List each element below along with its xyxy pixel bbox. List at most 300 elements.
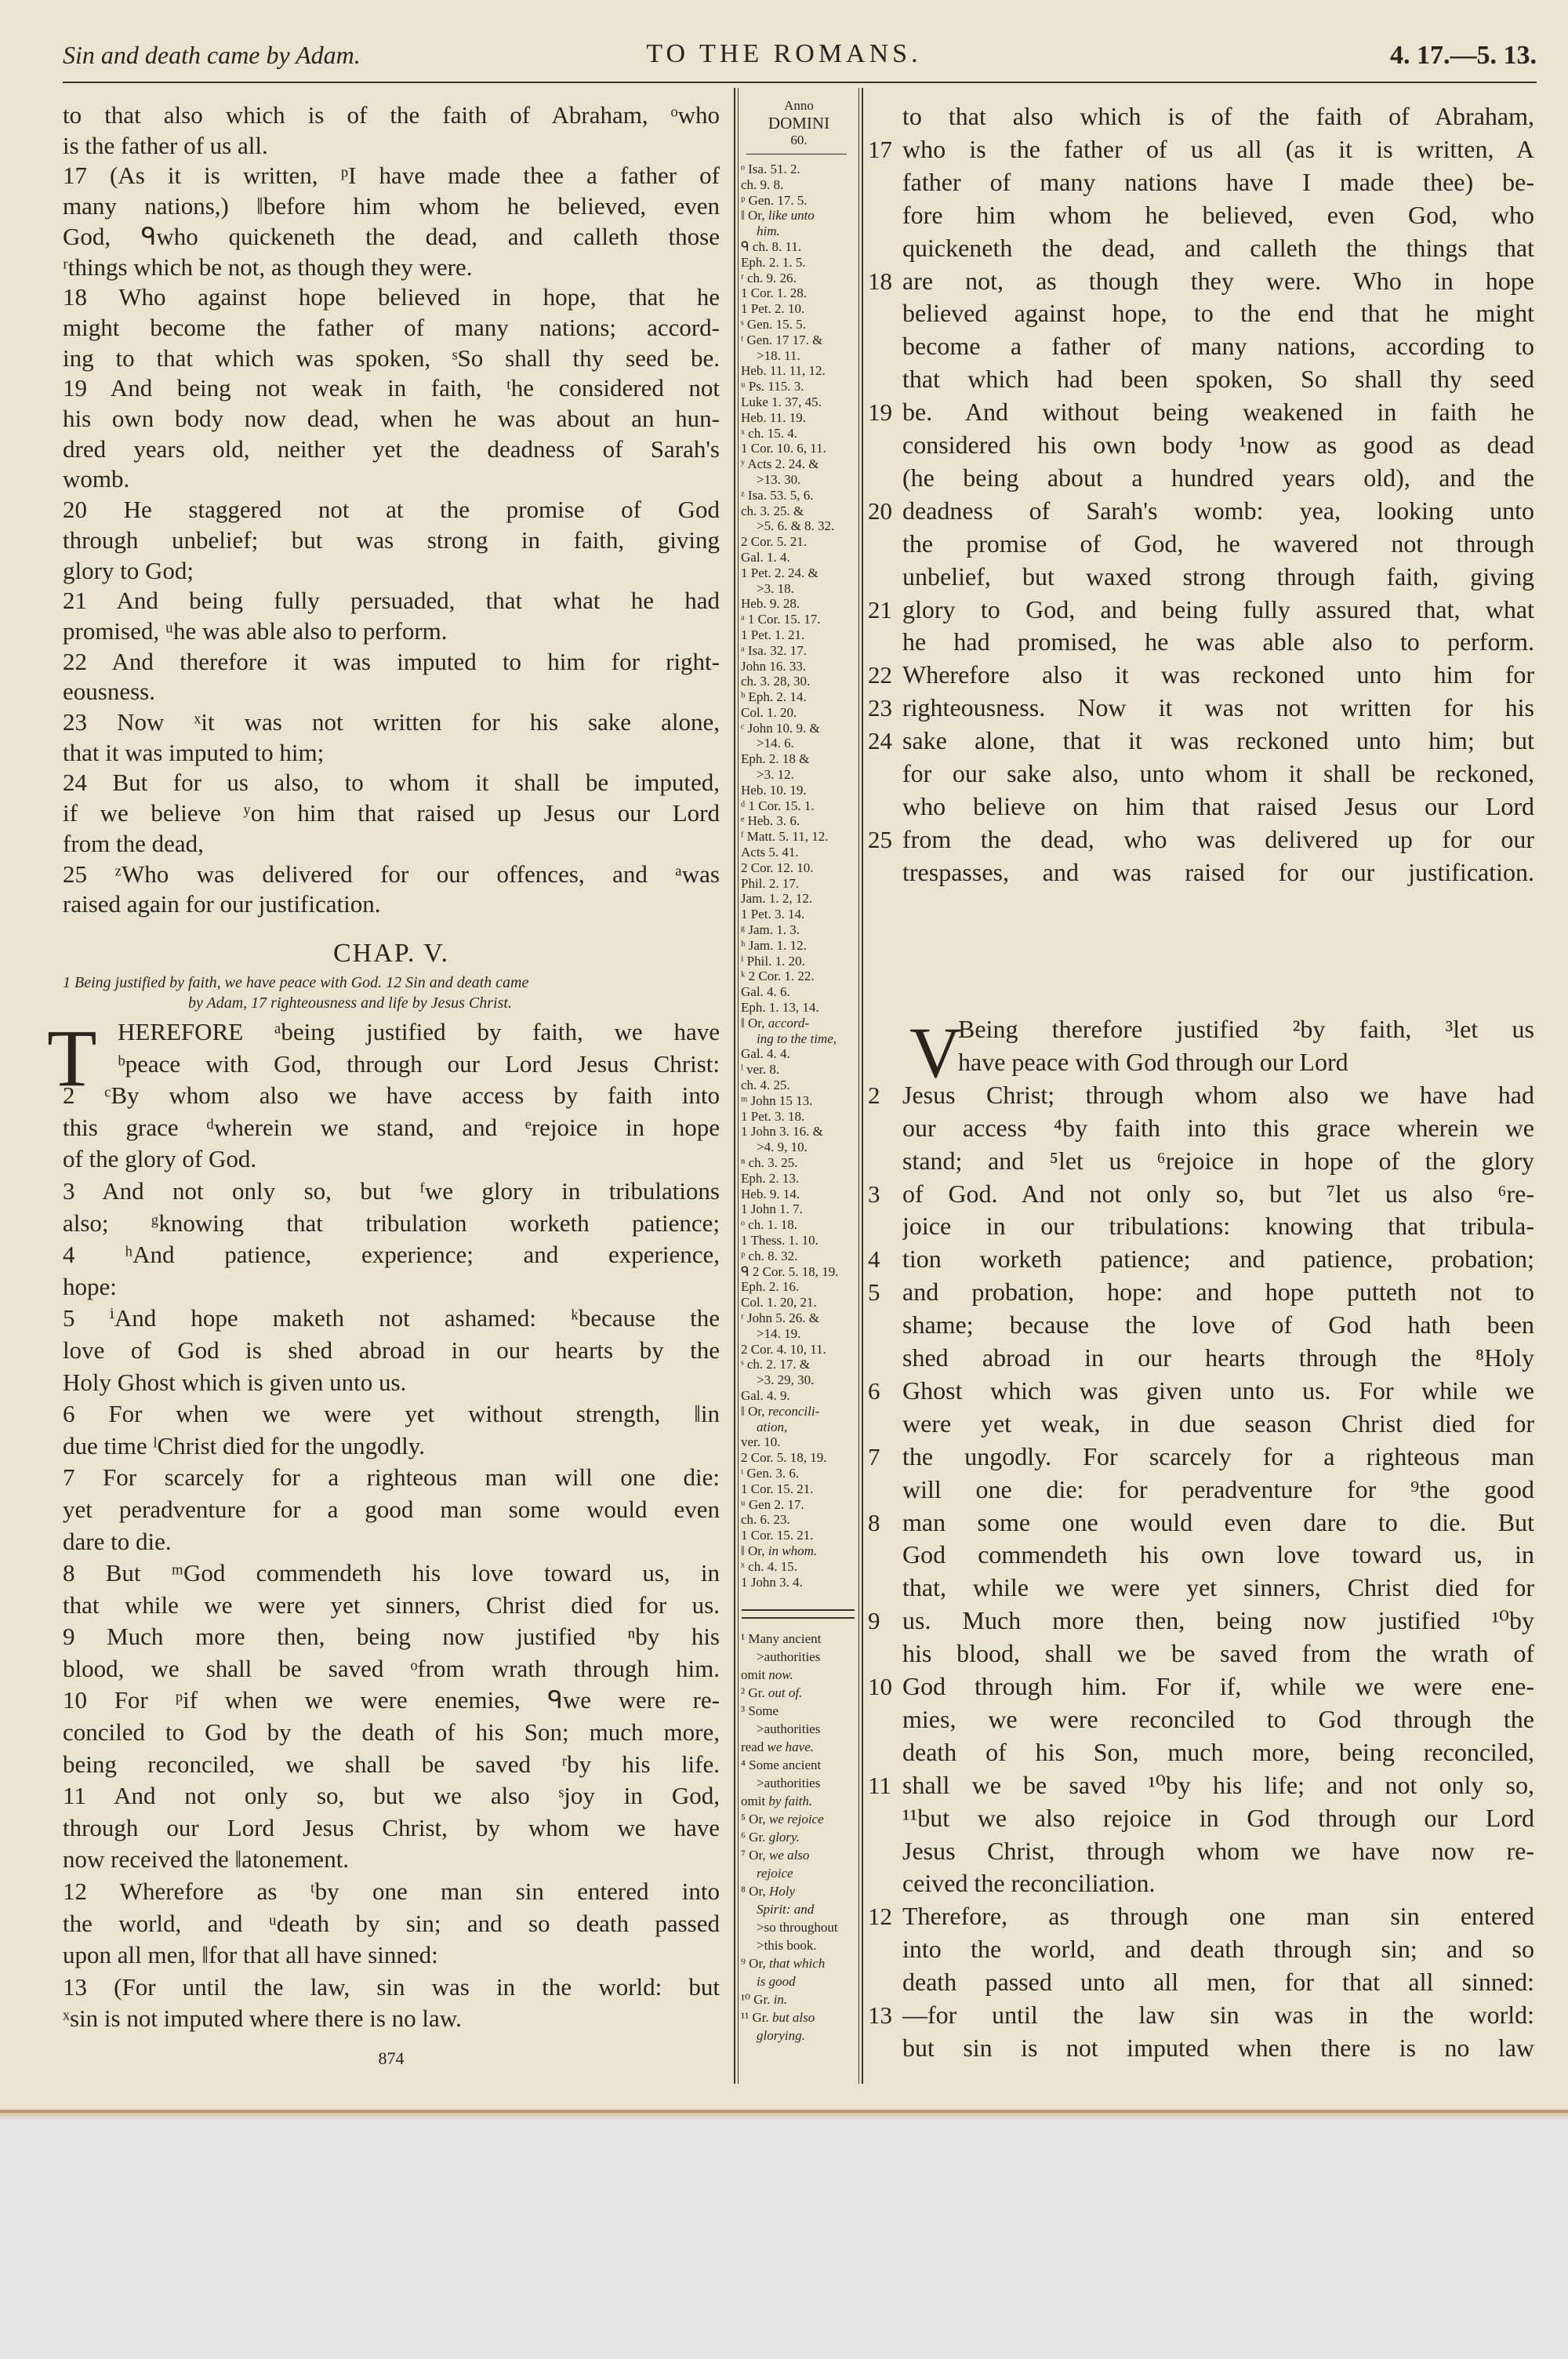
reference-line: Gal. 1. 4. bbox=[741, 549, 790, 565]
ref-text: ‖ Or, bbox=[741, 1403, 768, 1419]
text-line: shame; because the love of God hath been bbox=[902, 1310, 1534, 1339]
text-line: 17 (As it is written, ᵖI have made thee a father of bbox=[63, 162, 720, 190]
ref-italic: by faith. bbox=[768, 1794, 813, 1808]
text-line: to that also which is of the faith of Abraham, bbox=[902, 102, 1534, 130]
reference-line bbox=[741, 1543, 857, 1559]
reference-line: ᵈ 1 Cor. 15. 1. bbox=[741, 798, 815, 813]
reference-line: ˢ Gen. 15. 5. bbox=[741, 316, 806, 332]
text-line: glory to God; bbox=[63, 556, 194, 584]
text-line: the world, and ᵘdeath by sin; and so death passed bbox=[63, 1909, 720, 1937]
ref-italic: ing to the time, bbox=[757, 1030, 837, 1046]
reference-line: ⁱ Phil. 1. 20. bbox=[741, 953, 805, 969]
reference-line: ch. 6. 23. bbox=[741, 1512, 790, 1528]
reference-line: ³ Some bbox=[741, 1703, 779, 1718]
reference-line: ch. 4. 25. bbox=[741, 1078, 790, 1093]
ref-italic: him. bbox=[757, 224, 780, 239]
text-line: the ungodly. For scarcely for a righteous man bbox=[902, 1441, 1534, 1470]
reference-line bbox=[741, 2026, 857, 2045]
reference-line bbox=[741, 1792, 857, 1810]
reference-line: ʳ John 5. 26. & bbox=[741, 1310, 820, 1325]
text-line: 13 (For until the law, sin was in the world: but bbox=[63, 1972, 720, 2001]
column-rule-left-inner bbox=[738, 88, 739, 2084]
reference-line: Heb. 9. 28. bbox=[741, 596, 800, 612]
reference-line bbox=[741, 1666, 857, 1684]
reference-line: ᵒ Isa. 51. 2. bbox=[741, 162, 800, 176]
text-line: blood, we shall be saved ᵒfrom wrath through him. bbox=[63, 1654, 720, 1682]
footnote-rule-2 bbox=[742, 1617, 855, 1619]
text-line: become a father of many nations, according to bbox=[902, 332, 1534, 361]
ref-italic: now. bbox=[768, 1667, 793, 1682]
text-line: 9 Much more then, being now justified ⁿby his bbox=[63, 1623, 720, 1651]
text-line: Wherefore also it was reckoned unto him for bbox=[902, 660, 1534, 689]
reference-line: ᵗ Gen. 3. 6. bbox=[741, 1465, 800, 1481]
reference-line: ʳ ch. 9. 26. bbox=[741, 270, 797, 285]
text-line: through our Lord Jesus Christ, by whom we have bbox=[63, 1813, 720, 1841]
reference-line: ᵃ Isa. 32. 17. bbox=[741, 642, 807, 658]
text-line: ˣsin is not imputed where there is no law. bbox=[63, 2005, 462, 2033]
ref-text: ² Gr. bbox=[741, 1685, 768, 1700]
ref-text: read bbox=[741, 1739, 768, 1754]
text-line: conciled to God by the death of his Son; much more, bbox=[63, 1718, 720, 1747]
chapter-verse-range: 4. 17.—5. 13. bbox=[1390, 41, 1537, 70]
reference-line: Eph. 2. 1. 5. bbox=[741, 254, 806, 270]
reference-line: 1 John 1. 7. bbox=[741, 1201, 803, 1217]
text-line: Therefore, as through one man sin entered bbox=[902, 1902, 1534, 1931]
text-line: who is the father of us all (as it is written, A bbox=[902, 134, 1534, 163]
reference-line: >3. 18. bbox=[757, 580, 794, 596]
reference-line: Eph. 1. 13, 14. bbox=[741, 1000, 819, 1016]
text-line: raised again for our justification. bbox=[63, 890, 381, 918]
anno-domini bbox=[741, 97, 857, 149]
text-line: Jesus Christ; through whom also we have had bbox=[902, 1080, 1534, 1109]
text-line: have peace with God through our Lord bbox=[958, 1047, 1348, 1076]
verse-number: 8 bbox=[868, 1508, 880, 1536]
reference-line: ᑫ 2 Cor. 5. 18, 19. bbox=[741, 1263, 839, 1279]
text-line: 19 And being not weak in faith, ᵗhe considered not bbox=[63, 374, 720, 402]
text-line: our access ⁴by faith into this grace wherein we bbox=[902, 1113, 1534, 1142]
reference-line: John 16. 33. bbox=[741, 658, 807, 674]
reference-line: >13. 30. bbox=[757, 471, 801, 487]
reference-line bbox=[741, 2008, 857, 2026]
reference-line: ˣ ch. 15. 4. bbox=[741, 425, 797, 441]
text-line: yet peradventure for a good man some would even bbox=[63, 1495, 720, 1523]
verse-number: 17 bbox=[868, 135, 892, 163]
reference-line bbox=[741, 1016, 857, 1031]
text-line: ing to that which was spoken, ˢSo shall thy seed be. bbox=[63, 343, 720, 372]
text-line: Being therefore justified ²by faith, ³let us bbox=[958, 1015, 1534, 1043]
text-line: ᵇpeace with God, through our Lord Jesus Christ: bbox=[118, 1049, 720, 1078]
text-line: many nations,) ‖before him whom he believed, even bbox=[63, 192, 720, 220]
reference-line: 1 Pet. 2. 10. bbox=[741, 301, 805, 317]
verse-number: 6 bbox=[868, 1376, 880, 1405]
text-line: are not, as though they were. Who in hope bbox=[902, 266, 1534, 295]
reference-line bbox=[741, 1900, 857, 1918]
text-line: from the dead, bbox=[63, 829, 204, 857]
text-line: trespasses, and was raised for our justification. bbox=[902, 857, 1534, 886]
text-line: but sin is not imputed when there is no law bbox=[902, 2033, 1534, 2062]
text-line: shed abroad in our hearts through the ⁸Holy bbox=[902, 1343, 1534, 1372]
domini-label: DOMINI bbox=[768, 114, 830, 133]
text-line: and probation, hope: and hope putteth not to bbox=[902, 1278, 1534, 1307]
reference-line: >14. 19. bbox=[757, 1325, 801, 1341]
reference-line: Heb. 9. 14. bbox=[741, 1186, 800, 1201]
reference-line bbox=[741, 1031, 857, 1047]
text-line: death of his Son, much more, being reconciled, bbox=[902, 1737, 1534, 1766]
ref-text: ⁸ Or, bbox=[741, 1884, 769, 1899]
text-line: womb. bbox=[63, 465, 130, 493]
reference-line: ᶻ Isa. 53. 5, 6. bbox=[741, 487, 814, 503]
footnote-rule bbox=[742, 1609, 855, 1611]
text-line: HEREFORE ᵃbeing justified by faith, we have bbox=[118, 1018, 720, 1045]
reference-line: ᵖ ch. 8. 32. bbox=[741, 1248, 798, 1263]
reference-line: 1 Cor. 15. 21. bbox=[741, 1528, 814, 1543]
ref-italic: rejoice bbox=[757, 1866, 793, 1881]
reference-line: ¹ Many ancient bbox=[741, 1631, 822, 1646]
chapter-heading: CHAP. V. bbox=[333, 939, 449, 968]
text-line: 7 For scarcely for a righteous man will one die: bbox=[63, 1463, 720, 1492]
text-line: into the world, and death through sin; and so bbox=[902, 1935, 1534, 1964]
reference-line bbox=[741, 1738, 857, 1756]
column-rule-right-inner bbox=[858, 88, 859, 2084]
ref-text: ⁵ Or, bbox=[741, 1812, 769, 1826]
text-line: who believe on him that raised Jesus our Lord bbox=[902, 791, 1534, 820]
ref-text: omit bbox=[741, 1667, 769, 1682]
reference-line: ᵃ 1 Cor. 15. 17. bbox=[741, 612, 821, 627]
reference-line: >so throughout bbox=[757, 1920, 838, 1935]
ref-italic: ation, bbox=[757, 1419, 788, 1434]
reference-line: ᵉ Heb. 3. 6. bbox=[741, 813, 800, 829]
text-line: through unbelief; but was strong in faith, giving bbox=[63, 525, 720, 554]
book-title: TO THE ROMANS. bbox=[646, 39, 922, 68]
ref-italic: accord- bbox=[768, 1015, 810, 1030]
text-line: man some one would even dare to die. But bbox=[902, 1507, 1534, 1536]
verse-number: 13 bbox=[868, 2001, 892, 2029]
text-line: dare to die. bbox=[63, 1527, 172, 1555]
header-rule bbox=[63, 82, 1537, 83]
chapter-summary bbox=[63, 972, 720, 1013]
ref-italic: Spirit: and bbox=[757, 1902, 815, 1917]
reference-line: ᶜ John 10. 9. & bbox=[741, 720, 820, 736]
verse-number: 11 bbox=[868, 1771, 891, 1799]
ref-text: ¹⁰ Gr. bbox=[741, 1992, 774, 2007]
ref-italic: we also bbox=[768, 1848, 810, 1863]
text-line: due time ˡChrist died for the ungodly. bbox=[63, 1431, 426, 1459]
reference-line: >this book. bbox=[757, 1938, 817, 1953]
reference-line bbox=[741, 1972, 857, 1990]
reference-line bbox=[741, 1828, 857, 1846]
reference-line: 1 Cor. 10. 6, 11. bbox=[741, 441, 826, 456]
text-line: God commendeth his own love toward us, in bbox=[902, 1540, 1534, 1569]
reference-line: 2 Cor. 12. 10. bbox=[741, 860, 814, 875]
ref-italic: glorying. bbox=[757, 2028, 805, 2043]
text-line: believed against hope, to the end that he might bbox=[902, 299, 1534, 328]
text-line: might become the father of many nations; accord- bbox=[63, 313, 720, 341]
verse-number: 19 bbox=[868, 398, 892, 427]
text-line: righteousness. Now it was not written for his bbox=[902, 693, 1534, 722]
reference-line: ᵍ Jam. 1. 3. bbox=[741, 922, 800, 938]
text-line: 23 Now ˣit was not written for his sake alone, bbox=[63, 708, 720, 736]
reference-line: 1 Pet. 3. 18. bbox=[741, 1108, 805, 1124]
reference-line bbox=[741, 1882, 857, 1900]
ref-italic: reconcili- bbox=[768, 1403, 820, 1419]
year-label: 60. bbox=[790, 133, 808, 147]
text-line: hope: bbox=[63, 1272, 117, 1300]
text-line: glory to God, and being fully assured that, what bbox=[902, 594, 1534, 623]
reference-line bbox=[741, 208, 857, 224]
text-line: that while we were yet sinners, Christ died for us. bbox=[63, 1590, 720, 1619]
ref-italic: out of. bbox=[768, 1685, 803, 1700]
text-line: his blood, shall we be saved from the wrath of bbox=[902, 1639, 1534, 1668]
text-line: deadness of Sarah's womb: yea, looking unto bbox=[902, 496, 1534, 525]
verse-number: 22 bbox=[868, 661, 892, 689]
reference-line: >authorities bbox=[757, 1649, 821, 1664]
text-line: will one die: for peradventure for ⁹the good bbox=[902, 1474, 1534, 1503]
left-column-ch5 bbox=[63, 1016, 720, 2035]
text-line: from the dead, who was delivered up for our bbox=[902, 824, 1534, 853]
text-line: of the glory of God. bbox=[63, 1145, 257, 1173]
reference-line: 1 Cor. 1. 28. bbox=[741, 285, 808, 301]
text-line: 12 Wherefore as ᵗby one man sin entered into bbox=[63, 1877, 720, 1906]
text-line: promised, ᵘhe was able also to perform. bbox=[63, 616, 448, 645]
reference-line: 2 Cor. 5. 21. bbox=[741, 534, 808, 550]
verse-number: 24 bbox=[868, 727, 892, 755]
text-line: he had promised, he was able also to perform. bbox=[902, 627, 1534, 656]
reference-line: ᵖ Gen. 17. 5. bbox=[741, 192, 808, 208]
text-line: of God. And not only so, but ⁷let us also ⁶re- bbox=[902, 1179, 1534, 1208]
ref-italic: we have. bbox=[767, 1739, 814, 1754]
text-line: being reconciled, we shall be saved ʳby his life. bbox=[63, 1750, 720, 1778]
text-line: be. And without being weakened in faith he bbox=[902, 398, 1534, 427]
ref-italic: Holy bbox=[768, 1884, 795, 1899]
reference-line bbox=[741, 1419, 857, 1435]
text-line: is the father of us all. bbox=[63, 131, 268, 159]
text-line: were yet weak, in due season Christ died for bbox=[902, 1408, 1534, 1438]
reference-line: 1 John 3. 16. & bbox=[741, 1124, 823, 1140]
ref-text: ⁷ Or, bbox=[741, 1848, 769, 1863]
reference-line: ʸ Acts 2. 24. & bbox=[741, 456, 819, 472]
reference-line: 1 Thess. 1. 10. bbox=[741, 1232, 818, 1248]
reference-line bbox=[741, 1684, 857, 1702]
text-line: that, while we were yet sinners, Christ died for bbox=[902, 1573, 1534, 1602]
reference-line: Heb. 10. 19. bbox=[741, 782, 807, 798]
text-line: to that also which is of the faith of Abraham, ᵒwho bbox=[63, 101, 720, 129]
reference-line: Col. 1. 20. bbox=[741, 704, 797, 720]
page-number: 874 bbox=[378, 2048, 405, 2068]
ref-italic: but also bbox=[771, 2010, 815, 2025]
column-rule-left bbox=[734, 88, 735, 2084]
reference-line: 1 Pet. 3. 14. bbox=[741, 907, 805, 922]
reference-line: ᵐ John 15 13. bbox=[741, 1092, 813, 1108]
anno-label: Anno bbox=[784, 98, 814, 113]
footnotes bbox=[741, 1630, 857, 2045]
text-line: joice in our tribulations: knowing that tribula- bbox=[902, 1212, 1534, 1241]
reference-line: ⁿ ch. 3. 25. bbox=[741, 1155, 798, 1170]
text-line: tion worketh patience; and patience, probation; bbox=[902, 1245, 1534, 1274]
text-line: that it was imputed to him; bbox=[63, 738, 325, 766]
ref-italic: glory. bbox=[768, 1830, 800, 1845]
text-line: sake alone, that it was reckoned unto him; but bbox=[902, 726, 1534, 755]
text-line: us. Much more then, being now justified ¹⁰by bbox=[902, 1606, 1534, 1635]
reference-line: Gal. 4. 4. bbox=[741, 1046, 790, 1062]
reference-line: ver. 10. bbox=[741, 1434, 781, 1450]
text-line: that which had been spoken, So shall thy seed bbox=[902, 365, 1534, 394]
reference-line: Col. 1. 20, 21. bbox=[741, 1295, 817, 1310]
summary-line: 1 Being justified by faith, we have peace with God. 12 Sin and death came bbox=[63, 974, 529, 991]
reference-line: Gal. 4. 6. bbox=[741, 984, 790, 1000]
verse-number: 25 bbox=[868, 825, 892, 853]
left-column-ch4 bbox=[63, 100, 720, 920]
reference-line: ᵏ 2 Cor. 1. 22. bbox=[741, 969, 815, 984]
reference-line: Heb. 11. 11, 12. bbox=[741, 363, 826, 379]
text-line: 4 ʰAnd patience, experience; and experience, bbox=[63, 1241, 720, 1269]
verse-number: 21 bbox=[868, 595, 892, 623]
reference-line: ⁴ Some ancient bbox=[741, 1757, 822, 1772]
ref-text: ¹¹ Gr. bbox=[741, 2010, 772, 2025]
verse-number: 23 bbox=[868, 694, 892, 722]
reference-line: Eph. 2. 13. bbox=[741, 1170, 800, 1186]
reference-line: 2 Cor. 5. 18, 19. bbox=[741, 1450, 827, 1466]
text-line: 10 For ᵖif when we were enemies, ᑫwe were re- bbox=[63, 1686, 720, 1714]
reference-line: >18. 11. bbox=[757, 347, 800, 363]
text-line: mies, we were reconciled to God through the bbox=[902, 1704, 1534, 1733]
reference-line: ᵘ Gen 2. 17. bbox=[741, 1496, 804, 1512]
reference-line: Acts 5. 41. bbox=[741, 845, 799, 860]
reference-line: >authorities bbox=[757, 1776, 821, 1790]
verse-number: 7 bbox=[868, 1442, 880, 1470]
ref-italic: that which bbox=[768, 1956, 826, 1971]
text-line: (he being about a hundred years old), and the bbox=[902, 463, 1534, 492]
text-line: this grace ᵈwherein we stand, and ᵉrejoice in hope bbox=[63, 1113, 720, 1141]
text-line: God, ᑫwho quickeneth the dead, and calleth those bbox=[63, 222, 720, 250]
text-line: —for until the law sin was in the world: bbox=[902, 2001, 1534, 2029]
text-line: unbelief, but waxed strong through faith, giving bbox=[902, 562, 1534, 591]
reference-line: ˣ ch. 4. 15. bbox=[741, 1558, 797, 1574]
ref-text: ⁹ Or, bbox=[741, 1956, 769, 1971]
text-line: eousness. bbox=[63, 678, 155, 706]
reference-line: Luke 1. 37, 45. bbox=[741, 394, 822, 409]
drop-cap: V bbox=[909, 1012, 962, 1092]
reference-line: ᶠ Matt. 5. 11, 12. bbox=[741, 829, 829, 845]
text-line: 8 But ᵐGod commendeth his love toward us, in bbox=[63, 1559, 720, 1587]
text-line: 2 ᶜBy whom also we have access by faith into bbox=[63, 1081, 720, 1110]
verse-number: 10 bbox=[868, 1673, 892, 1700]
summary-line: by Adam, 17 righteousness and life by Jesus Christ. bbox=[188, 994, 512, 1012]
reference-line: 1 Pet. 1. 21. bbox=[741, 627, 805, 642]
reference-line: ˢ ch. 2. 17. & bbox=[741, 1357, 811, 1372]
ref-text: ‖ Or, bbox=[741, 1015, 768, 1030]
text-line: Ghost which was given unto us. For while we bbox=[902, 1376, 1534, 1405]
ref-italic: we rejoice bbox=[768, 1812, 824, 1826]
text-line: the promise of God, he wavered not through bbox=[902, 529, 1534, 558]
text-line: love of God is shed abroad in our hearts by the bbox=[63, 1336, 720, 1364]
reference-line bbox=[741, 1954, 857, 1972]
text-line: 11 And not only so, but we also ˢjoy in God, bbox=[63, 1782, 720, 1810]
text-line: 21 And being fully persuaded, that what he had bbox=[63, 587, 720, 615]
ref-italic: is good bbox=[757, 1974, 796, 1989]
ref-text: ⁶ Gr. bbox=[741, 1830, 769, 1845]
reference-line: 1 John 3. 4. bbox=[741, 1574, 803, 1590]
reference-line: ᑫ ch. 8. 11. bbox=[741, 238, 802, 254]
text-line: shall we be saved ¹⁰by his life; and not only so, bbox=[902, 1770, 1534, 1799]
text-line: stand; and ⁵let us ⁶rejoice in hope of the glory bbox=[902, 1146, 1534, 1175]
text-line: upon all men, ‖for that all have sinned: bbox=[63, 1941, 438, 1969]
text-line: father of many nations have I made thee) be- bbox=[902, 167, 1534, 196]
ref-text: omit bbox=[741, 1794, 769, 1808]
text-line: 24 But for us also, to whom it shall be imputed, bbox=[63, 769, 720, 797]
column-rule-right bbox=[862, 88, 863, 2084]
text-line: 25 ᶻWho was delivered for our offences, and ᵃwas bbox=[63, 860, 720, 888]
reference-line bbox=[741, 1864, 857, 1882]
reference-line: Eph. 2. 16. bbox=[741, 1279, 800, 1295]
ref-text: ‖ Or, bbox=[741, 208, 768, 224]
reference-line: 2 Cor. 4. 10, 11. bbox=[741, 1341, 826, 1357]
text-line: ʳthings which be not, as though they were. bbox=[63, 253, 473, 281]
text-line: if we believe ʸon him that raised up Jesus our Lord bbox=[63, 799, 720, 827]
text-line: also; ᵍknowing that tribulation worketh patience; bbox=[63, 1209, 720, 1237]
reference-line: Eph. 2. 18 & bbox=[741, 751, 810, 767]
text-line: ¹¹but we also rejoice in God through our Lord bbox=[902, 1803, 1534, 1832]
ref-italic: in whom. bbox=[768, 1543, 818, 1558]
text-line: now received the ‖atonement. bbox=[63, 1845, 350, 1874]
reference-line: >5. 6. & 8. 32. bbox=[757, 518, 835, 534]
text-line: considered his own body ¹now as good as dead bbox=[902, 431, 1534, 459]
text-line: Holy Ghost which is given unto us. bbox=[63, 1368, 407, 1396]
reference-line: Phil. 2. 17. bbox=[741, 875, 800, 891]
text-line: God through him. For if, while we were ene- bbox=[902, 1672, 1534, 1700]
ref-italic: like unto bbox=[768, 208, 815, 224]
text-line: fore him whom he believed, even God, who bbox=[902, 200, 1534, 229]
reference-line: >3. 29, 30. bbox=[757, 1372, 815, 1388]
reference-line: Gal. 4. 9. bbox=[741, 1387, 790, 1403]
reference-line bbox=[741, 1810, 857, 1828]
text-line: 22 And therefore it was imputed to him for right- bbox=[63, 647, 720, 675]
text-line: 6 For when we were yet without strength, ‖in bbox=[63, 1400, 720, 1428]
reference-line: Jam. 1. 2, 12. bbox=[741, 891, 813, 907]
reference-line: ᵗ Gen. 17 17. & bbox=[741, 332, 823, 347]
verse-number: 2 bbox=[868, 1081, 880, 1109]
drop-cap: T bbox=[47, 1013, 97, 1103]
reference-line bbox=[741, 1846, 857, 1864]
text-line: his own body now dead, when he was about an hun- bbox=[63, 405, 720, 433]
text-line: quickeneth the dead, and calleth the things that bbox=[902, 233, 1534, 262]
reference-line: Heb. 11. 19. bbox=[741, 409, 806, 425]
reference-line bbox=[741, 1990, 857, 2008]
text-line: 5 ⁱAnd hope maketh not ashamed: ᵏbecause the bbox=[63, 1304, 720, 1332]
verse-number: 3 bbox=[868, 1180, 880, 1208]
reference-line: ch. 9. 8. bbox=[741, 176, 784, 192]
reference-line: 1 Pet. 2. 24. & bbox=[741, 565, 818, 580]
text-line: death passed unto all men, for that all sinned: bbox=[902, 1968, 1534, 1997]
verse-number: 12 bbox=[868, 1903, 892, 1931]
reference-line: >3. 12. bbox=[757, 767, 794, 783]
text-line: for our sake also, unto whom it shall be reckoned, bbox=[902, 759, 1534, 787]
reference-line: ᵘ Ps. 115. 3. bbox=[741, 379, 804, 394]
verse-number: 5 bbox=[868, 1278, 880, 1307]
reference-line: ʰ Jam. 1. 12. bbox=[741, 937, 807, 953]
verse-number: 9 bbox=[868, 1607, 880, 1635]
reference-line bbox=[741, 1404, 857, 1419]
reference-line: 1 Cor. 15. 21. bbox=[741, 1481, 814, 1496]
verse-number: 4 bbox=[868, 1245, 880, 1274]
ref-text: ‖ Or, bbox=[741, 1543, 768, 1558]
reference-line: ch. 3. 28, 30. bbox=[741, 674, 811, 689]
reference-line: ˡ ver. 8. bbox=[741, 1062, 780, 1078]
reference-line: ch. 3. 25. & bbox=[741, 503, 804, 518]
text-line: 20 He staggered not at the promise of God bbox=[63, 496, 720, 524]
running-head-left: Sin and death came by Adam. bbox=[63, 41, 361, 69]
reference-line bbox=[741, 224, 857, 239]
text-line: Jesus Christ, through whom we have now re- bbox=[902, 1836, 1534, 1865]
